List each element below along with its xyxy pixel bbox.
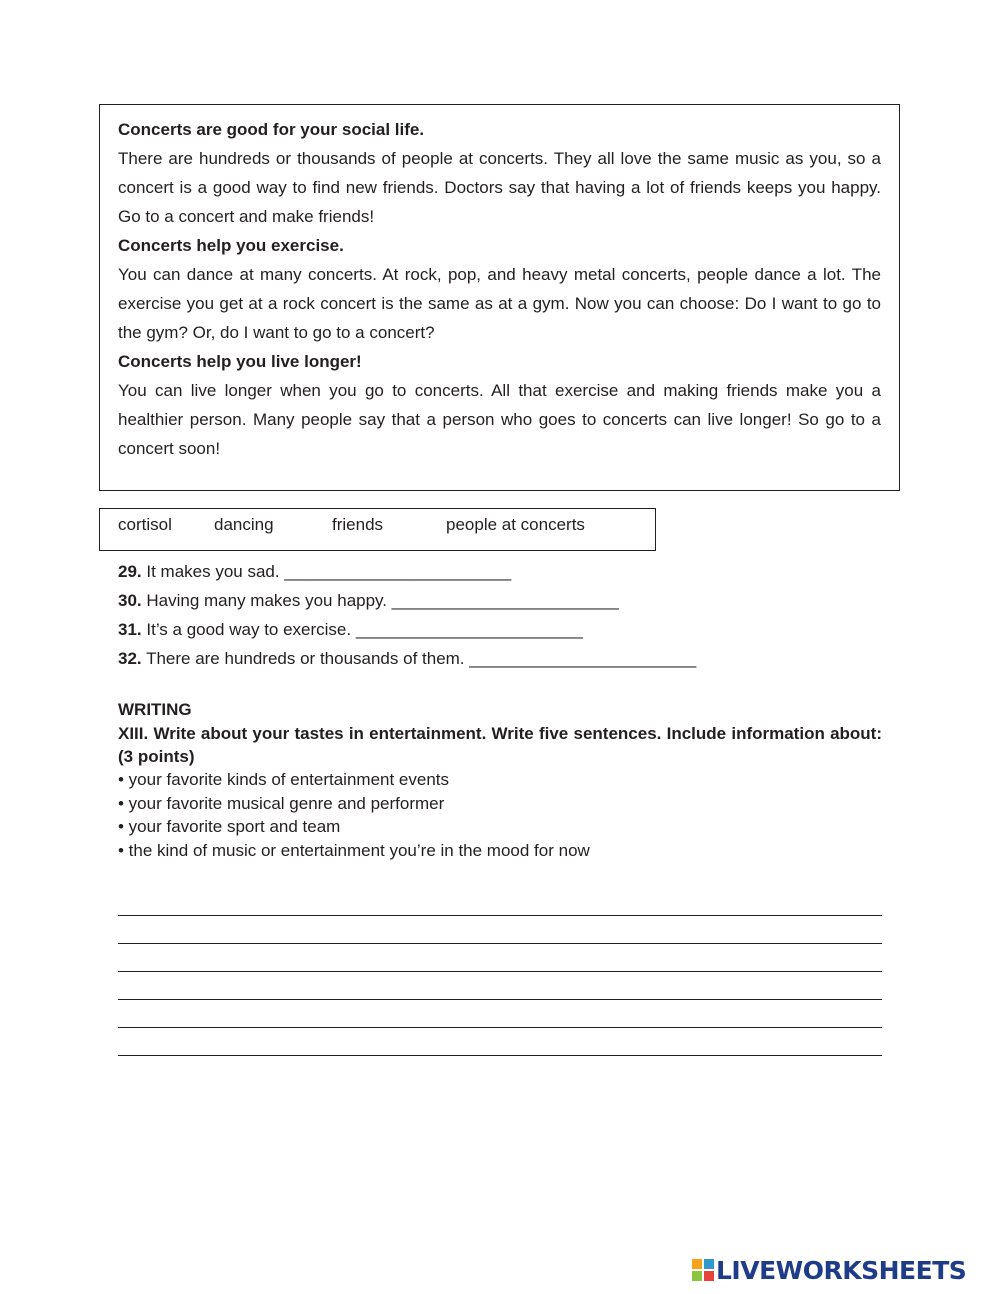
writing-answer-area[interactable] <box>118 888 882 1056</box>
question-text: Having many makes you happy. ________________________ <box>146 591 619 610</box>
word-bank-item: people at concerts <box>446 515 585 534</box>
section-body: There are hundreds or thousands of people at concerts. They all love the same music as you, so a concert is a good way to find new friends. Doctors say that having a lot of friends keeps you happy. Go to a concert and make friends! <box>118 149 881 226</box>
word-bank-item: friends <box>332 515 384 534</box>
writing-bullet: • your favorite musical genre and performer <box>118 793 445 813</box>
question-number: 32. <box>118 649 142 668</box>
writing-instruction: XIII. Write about your tastes in entertainment. Write five sentences. Include information about: (3 points) <box>118 724 882 766</box>
answer-line[interactable] <box>118 1000 882 1028</box>
logo-text: LIVEWORKSHEETS <box>716 1255 967 1285</box>
answer-line[interactable] <box>118 944 882 972</box>
writing-bullet: • the kind of music or entertainment you’re in the mood for now <box>118 840 590 860</box>
answer-line[interactable] <box>118 972 882 1000</box>
liveworksheets-logo-icon <box>692 1259 714 1281</box>
answer-line[interactable] <box>118 1028 882 1056</box>
word-bank-item: cortisol <box>118 515 172 534</box>
section-body: You can dance at many concerts. At rock, pop, and heavy metal concerts, people dance a lot. The exercise you get at a rock concert is the same as at a gym. Now you can choose: Do I want to go to the gym? Or, do I want to go to a concert? <box>118 265 881 342</box>
question-item[interactable] <box>118 644 818 673</box>
question-text: There are hundreds or thousands of them. ________________________ <box>146 649 697 668</box>
question-item[interactable] <box>118 586 818 615</box>
question-item[interactable] <box>118 557 818 586</box>
question-text: It makes you sad. ________________________ <box>146 562 512 581</box>
answer-line[interactable] <box>118 888 882 916</box>
question-text: It’s a good way to exercise. ________________________ <box>146 620 583 639</box>
section-body: You can live longer when you go to concerts. All that exercise and making friends make you a healthier person. Many people say that a person who goes to concerts can live longer! So go to a concert soon! <box>118 381 881 458</box>
section-heading: Concerts help you exercise. <box>118 236 344 255</box>
question-number: 29. <box>118 562 142 581</box>
section-heading: Concerts are good for your social life. <box>118 120 425 139</box>
question-item[interactable] <box>118 615 818 644</box>
writing-bullet: • your favorite kinds of entertainment events <box>118 770 450 789</box>
liveworksheets-logo <box>692 1256 966 1284</box>
question-number: 31. <box>118 620 142 639</box>
writing-bullet: • your favorite sport and team <box>118 817 341 836</box>
question-number: 30. <box>118 591 142 610</box>
question-list <box>118 557 818 673</box>
answer-line[interactable] <box>118 916 882 944</box>
writing-title: WRITING <box>118 700 192 719</box>
writing-section <box>118 698 882 862</box>
word-bank <box>99 508 656 551</box>
section-heading: Concerts help you live longer! <box>118 352 362 371</box>
word-bank-item: dancing <box>214 515 274 534</box>
reading-passage <box>99 104 900 491</box>
